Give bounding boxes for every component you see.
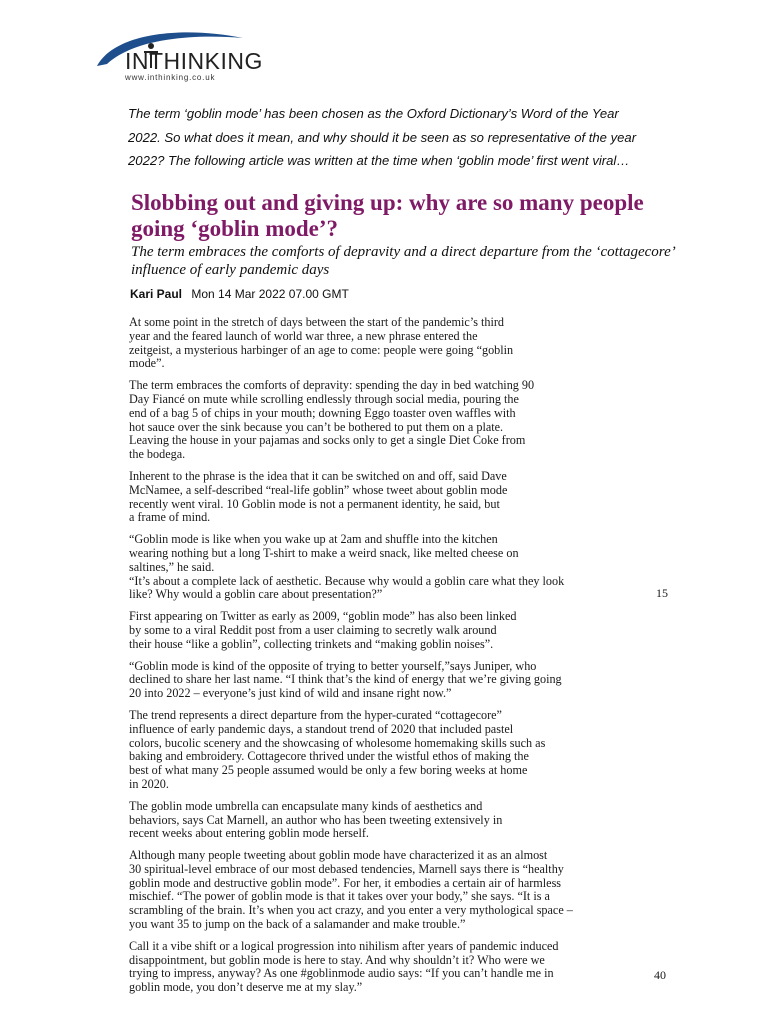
paragraph: At some point in the stretch of days between the start of the pandemic’s third year and the feared launch of world war three, a new phrase entered the zeitgeist, a mysterious harbinger of an age to come: people were going “goblin mode”.	[129, 315, 514, 371]
line-number: 15	[656, 586, 668, 600]
author-name: Kari Paul	[130, 287, 183, 301]
logo-wordmark: INTHINKING	[125, 48, 263, 74]
intro-text: The term ‘goblin mode’ has been chosen as the Oxford Dictionary’s Word of the Year 2022. So what does it mean, and why should it be seen as so representative of the year 2022? The following article was written at the time when ‘goblin mode’ first went viral…	[128, 106, 637, 168]
logo-url: www.inthinking.co.uk	[125, 73, 216, 82]
article-standfirst: The term embraces the comforts of depravity and a direct departure from the ‘cottagecore’ influence of early pandemic days	[131, 244, 675, 278]
line-number: 40	[654, 968, 666, 982]
article-headline: Slobbing out and giving up: why are so many people going ‘goblin mode’?	[131, 190, 644, 241]
publish-date: Mon 14 Mar 2022 07.00 GMT	[191, 287, 349, 301]
article-body	[129, 316, 644, 1003]
paragraph: “Goblin mode is like when you wake up at 2am and shuffle into the kitchen wearing nothing but a long T-shirt to make a weird snack, like melted cheese on saltines,” he said. “It’s about a complete lack of aesthetic. Because why would a goblin care what they look like? Why would a goblin care about presentation?”	[129, 532, 565, 602]
inthinking-logo	[95, 26, 263, 88]
byline	[130, 287, 349, 301]
paragraph: “Goblin mode is kind of the opposite of trying to better yourself,”says Juniper, who declined to share her last name. “I think that’s the kind of energy that we’re giving going 20 into 2022 – everyone’s just kind of wild and insane right now.”	[129, 658, 562, 701]
paragraph: First appearing on Twitter as early as 2009, “goblin mode” has also been linked by some to a viral Reddit post from a user claiming to secretly walk around their house “like a goblin”, collecting trinkets and “making goblin noises”.	[129, 609, 517, 651]
paragraph: The term embraces the comforts of depravity: spending the day in bed watching 90 Day Fiancé on mute while scrolling endlessly through social media, pouring the end of a bag 5 of chips in your mouth; downing Eggo toaster oven waffles with hot sauce over the sink because you can’t be bothered to put them on a plate. Leaving the house in your pajamas and socks only to get a single Diet Coke from the bodega.	[129, 378, 535, 462]
paragraph: The goblin mode umbrella can encapsulate many kinds of aesthetics and behaviors, says Cat Marnell, an author who has been tweeting extensively in recent weeks about entering goblin mode herself.	[129, 798, 503, 841]
paragraph: Although many people tweeting about goblin mode have characterized it as an almost 30 spiritual-level embrace of our most debased tendencies, Marnell says there is “healthy goblin mode and destructive goblin mode”. For her, it embodies a certain air of harmless mischief. “The power of goblin mode is that it takes over your body,” she says. “It is a scrambling of the brain. It’s when you act crazy, and you enter a very mythological space – you want 35 to jump on the back of a salamander and make trouble.”	[129, 848, 573, 932]
paragraph: Inherent to the phrase is the idea that it can be switched on and off, said Dave McNamee, a self-described “real-life goblin” whose tweet about goblin mode recently went viral. 10 Goblin mode is not a permanent identity, he said, but a frame of mind.	[129, 468, 508, 525]
paragraph: Call it a vibe shift or a logical progression into nihilism after years of pandemic induced disappointment, but goblin mode is here to stay. And why shouldn’t it? Who were we trying to impress, anyway? As one #goblinmode audio says: “If you can’t handle me in goblin mode, you don’t deserve me at my slay.”	[129, 938, 559, 995]
paragraph: The trend represents a direct departure from the hyper-curated “cottagecore” influence of early pandemic days, a standout trend of 2020 that included pastel colors, bucolic scenery and the showcasing of wholesome homemaking skills such as baking and embroidery. Cottagecore thrived under the wistful ethos of making the best of what many 25 people assumed would be only a few boring weeks at home in 2020.	[129, 707, 546, 791]
